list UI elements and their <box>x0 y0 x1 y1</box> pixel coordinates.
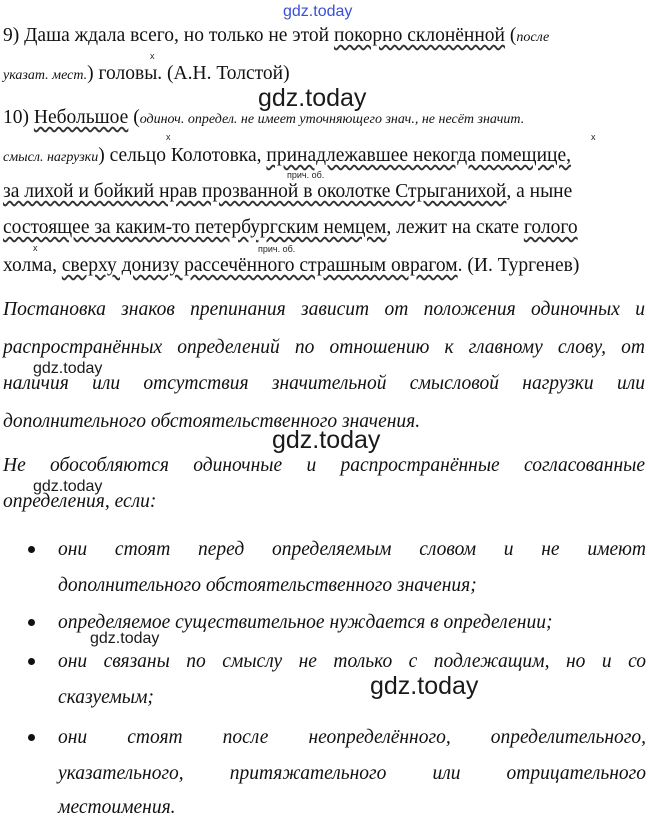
rule-line-1: Постановка знаков препинания зависит от положения одиночных и <box>3 299 645 320</box>
bullet-2-line-1: определяемое существительное нуждается в определении; <box>58 612 553 633</box>
example-text: , лежит на скате <box>386 217 519 238</box>
bullet-1-line-1: они стоят перед определяемым словом и не имеют <box>58 539 646 560</box>
example-number: 10) <box>3 107 29 128</box>
definition-mark-x: х <box>33 243 38 253</box>
example-text-end: головы. (А.Н. Толстой) <box>98 63 290 84</box>
watermark-top: gdz.today <box>283 3 353 20</box>
example-text: Даша ждала всего, но только не этой <box>24 25 330 46</box>
watermark: gdz.today <box>258 84 367 112</box>
example-10-line-5 <box>3 254 645 278</box>
participial-mark: прич. об. <box>287 170 325 180</box>
intro-line-2: определения, если: <box>3 491 157 512</box>
rule-line-4: дополнительного обстоятельственного значения. <box>3 411 421 432</box>
watermark: gdz.today <box>272 426 381 454</box>
paren-open: ( <box>133 107 140 128</box>
participial-phrase: покорно склонённой <box>333 25 505 46</box>
watermark: gdz.today <box>33 478 103 495</box>
watermark: gdz.today <box>370 672 479 700</box>
example-text-end: . (И. Тургенев) <box>457 255 580 276</box>
paren-close: ) <box>87 63 94 84</box>
paren-open: ( <box>509 25 517 46</box>
definition-mark-x: х <box>150 51 155 61</box>
participial-mark: прич. об. <box>258 244 296 254</box>
example-9-line-1 <box>3 24 645 50</box>
definition-mark-x: х <box>166 132 171 142</box>
subject-noun: сельцо Колотовка, <box>109 145 262 166</box>
example-number: 9) <box>3 25 20 46</box>
bullet-marker <box>28 619 35 626</box>
bullet-3-line-2: сказуемым; <box>58 687 154 708</box>
example-10-line-4 <box>3 216 645 240</box>
definition-mark-x: х <box>591 132 596 142</box>
watermark: gdz.today <box>33 360 103 377</box>
grammar-note: после <box>516 30 550 45</box>
bullet-marker <box>28 658 35 665</box>
rule-line-2: распространённых определений по отношению к главному слову, от <box>3 337 645 358</box>
watermark: gdz.today <box>90 630 160 647</box>
bullet-marker <box>28 546 35 553</box>
bullet-4-line-1: они стоят после неопределённого, определительного, <box>58 727 646 748</box>
participial-phrase: сверху донизу рассечённого страшным оврагом <box>61 255 458 276</box>
example-10-line-1 <box>3 106 645 132</box>
example-10-line-3 <box>3 180 645 204</box>
noun: холма, <box>3 255 57 276</box>
paren-close: ) <box>98 145 105 166</box>
bullet-4-line-3: местоимения. <box>58 797 176 818</box>
participial-phrase: принадлежавшее некогда помещице, <box>266 145 571 166</box>
participial-phrase: состоящее за каким-то петербургским немцем <box>3 217 387 238</box>
rule-line-3: наличия или отсутствия значительной смысловой нагрузки или <box>3 373 645 394</box>
example-text: , а ныне <box>506 181 573 202</box>
grammar-note: одиноч. определ. не имеет уточняющего знач., не несёт значит. <box>139 112 525 127</box>
bullet-3-line-1: они связаны по смыслу не только с подлежащим, но и со <box>58 651 646 672</box>
bullet-1-line-2: дополнительного обстоятельственного значения; <box>58 575 477 596</box>
example-10-line-2 <box>3 144 645 170</box>
grammar-note-cont: смысл. нагрузки <box>3 150 99 165</box>
bullet-marker <box>28 734 35 741</box>
intro-line-1: Не обособляются одиночные и распространённые согласованные <box>3 455 645 476</box>
single-definition: Небольшое <box>33 107 129 128</box>
grammar-note-cont: указат. мест. <box>3 68 88 83</box>
single-definition: голого <box>523 217 578 238</box>
participial-phrase: за лихой и бойкий нрав прозванной в околотке Стрыганихой <box>3 181 507 202</box>
bullet-4-line-2: указательного, притяжательного или отрицательного <box>58 763 646 784</box>
